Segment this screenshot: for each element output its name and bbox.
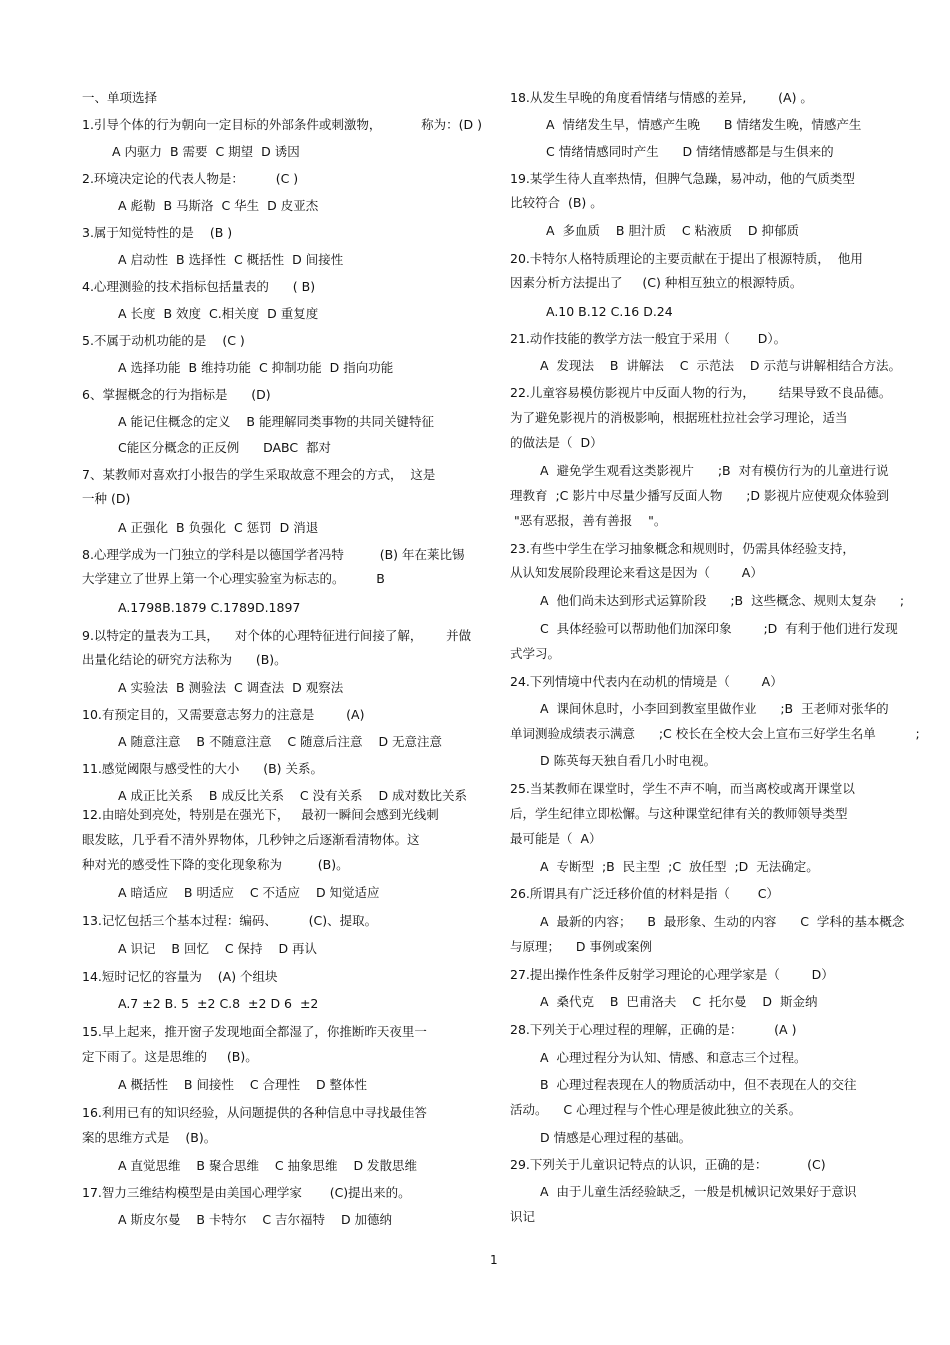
right-column-line: D 陈英每天独自看几小时电视。: [540, 753, 717, 768]
left-column-line: A 实验法 B 测验法 C 调查法 D 观察法: [118, 680, 344, 695]
left-column-line: A 能记住概念的定义 B 能理解同类事物的共同关键特征: [118, 414, 434, 429]
left-column-line: 3.属于知觉特性的是 (B ): [82, 225, 233, 240]
left-column-line: A 直觉思维 B 聚合思维 C 抽象思维 D 发散思维: [118, 1158, 418, 1173]
left-column-line: A 内驱力 B 需要 C 期望 D 诱因: [112, 144, 300, 159]
left-column-line: 案的思维方式是 (B)。: [82, 1130, 217, 1145]
left-column-line: 13.记忆包括三个基本过程：编码、 (C)、提取。: [82, 913, 378, 928]
left-column-line: 7、某教师对喜欢打小报告的学生采取故意不理会的方式， 这是: [82, 467, 436, 482]
right-column-line: C 情绪情感同时产生 D 情绪情感都是与生俱来的: [546, 144, 834, 159]
right-column-line: A 专断型 ;B 民主型 ;C 放任型 ;D 无法确定。: [540, 859, 819, 874]
left-column-line: 一种 (D): [82, 491, 131, 506]
right-column-line: 比较符合 (B) 。: [510, 195, 603, 210]
left-column-line: 种对光的感受性下降的变化现象称为 (B)。: [82, 857, 349, 872]
left-column-line: 大学建立了世界上第一个心理实验室为标志的。 B: [82, 571, 385, 586]
left-column-line: 14.短时记忆的容量为 (A) 个组块: [82, 969, 278, 984]
right-column-line: D 情感是心理过程的基础。: [540, 1130, 692, 1145]
right-column-line: A 多血质 B 胆汁质 C 粘液质 D 抑郁质: [546, 223, 800, 238]
right-column-line: 式学习。: [510, 646, 561, 661]
left-column-line: A 启动性 B 选择性 C 概括性 D 间接性: [118, 252, 344, 267]
left-column-line: 一、单项选择: [82, 90, 158, 105]
right-column-line: A 课间休息时，小李回到教室里做作业 ;B 王老师对张华的: [540, 701, 889, 716]
left-column-line: A.7 ±2 B. 5 ±2 C.8 ±2 D 6 ±2: [118, 996, 319, 1011]
right-column-line: A 他们尚未达到形式运算阶段 ;B 这些概念、规则太复杂 ;: [540, 593, 905, 608]
left-column: [82, 90, 492, 1227]
right-column-line: 28.下列关于心理过程的理解，正确的是： (A ): [510, 1022, 797, 1037]
right-column-line: 单词测验成绩表示满意 ;C 校长在全校大会上宣布三好学生名单 ;: [510, 726, 920, 741]
left-column-line: A.1798B.1879 C.1789D.1897: [118, 600, 301, 615]
right-column-line: 的做法是（ D）: [510, 435, 603, 450]
right-column-line: A 情绪发生早，情感产生晚 B 情绪发生晚，情感产生: [546, 117, 862, 132]
right-column-line: 后，学生纪律立即松懈。与这种课堂纪律有关的教师领导类型: [510, 806, 848, 821]
left-column-line: 15.早上起来，推开窗子发现地面全都湿了，你推断昨天夜里一: [82, 1024, 427, 1039]
right-column-line: 从认知发展阶段理论来看这是因为（ A）: [510, 565, 763, 580]
right-column-line: 因素分析方法提出了 (C) 种相互独立的根源特质。: [510, 275, 803, 290]
right-column-line: 19.某学生待人直率热情，但脾气急躁，易冲动，他的气质类型: [510, 171, 855, 186]
left-column-line: C能区分概念的正反例 DABC 都对: [118, 440, 332, 455]
left-column-line: 16.利用已有的知识经验，从问题提供的各种信息中寻找最佳答: [82, 1105, 427, 1120]
right-column-line: A 避免学生观看这类影视片 ;B 对有模仿行为的儿童进行说: [540, 463, 889, 478]
right-column-line: 26.所谓具有广泛迁移价值的材料是指（ C）: [510, 886, 779, 901]
right-column-line: 23.有些中学生在学习抽象概念和规则时，仍需具体经验支持，: [510, 541, 855, 556]
right-column-line: 为了避免影视片的消极影响，根据班杜拉社会学习理论，适当: [510, 410, 848, 425]
right-column-line: 21.动作技能的教学方法一般宜于采用（ D）。: [510, 331, 787, 346]
left-column-line: 1.引导个体的行为朝向一定目标的外部条件或刺激物， 称为：(D ): [82, 117, 483, 132]
left-column-line: A 彪勒 B 马斯洛 C 华生 D 皮亚杰: [118, 198, 319, 213]
left-column-line: 10.有预定目的，又需要意志努力的注意是 (A): [82, 707, 365, 722]
left-column-line: A 斯皮尔曼 B 卡特尔 C 吉尔福特 D 加德纳: [118, 1212, 393, 1227]
left-column-line: 2.环境决定论的代表人物是： (C ): [82, 171, 299, 186]
page-number: 1: [490, 1253, 498, 1267]
right-column-line: 25.当某教师在课堂时，学生不声不响，而当离校或离开课堂以: [510, 781, 855, 796]
right-column-line: A 发现法 B 讲解法 C 示范法 D 示范与讲解相结合方法。: [540, 358, 901, 373]
right-column-line: 活动。 C 心理过程与个性心理是彼此独立的关系。: [510, 1102, 802, 1117]
left-column-line: A 选择功能 B 维持功能 C 抑制功能 D 指向功能: [118, 360, 394, 375]
left-column-line: 17.智力三维结构模型是由美国心理学家 (C)提出来的。: [82, 1185, 411, 1200]
right-column-line: A 由于儿童生活经验缺乏，一般是机械识记效果好于意识: [540, 1184, 857, 1199]
left-column-line: 5.不属于动机功能的是 (C ): [82, 333, 245, 348]
right-column-line: 与原理； D 事例或案例: [510, 939, 652, 954]
left-column-line: 8.心理学成为一门独立的学科是以德国学者冯特 (B) 年在莱比锡: [82, 547, 465, 562]
left-column-line: A 概括性 B 间接性 C 合理性 D 整体性: [118, 1077, 368, 1092]
right-column-line: A.10 B.12 C.16 D.24: [546, 304, 673, 319]
right-column-line: A 心理过程分为认知、情感、和意志三个过程。: [540, 1050, 807, 1065]
left-column-line: A 随意注意 B 不随意注意 C 随意后注意 D 无意注意: [118, 734, 443, 749]
right-column-line: B 心理过程表现在人的物质活动中，但不表现在人的交往: [540, 1077, 857, 1092]
right-column-line: A 桑代克 B 巴甫洛夫 C 托尔曼 D 斯金纳: [540, 994, 818, 1009]
left-column-line: 定下雨了。这是思维的 (B)。: [82, 1049, 258, 1064]
right-column-line: A 最新的内容； B 最形象、生动的内容 C 学科的基本概念: [540, 914, 905, 929]
right-column-line: 20.卡特尔人格特质理论的主要贡献在于提出了根源特质， 他用: [510, 251, 863, 266]
right-column-line: 理教育 ;C 影片中尽量少播写反面人物 ;D 影视片应使观众体验到: [510, 488, 890, 503]
left-column-line: 4.心理测验的技术指标包括量表的 ( B): [82, 279, 316, 294]
right-column-line: 24.下列情境中代表内在动机的情境是（ A）: [510, 674, 783, 689]
right-column-line: 29.下列关于儿童识记特点的认识，正确的是： (C): [510, 1157, 826, 1172]
left-column-line: A 暗适应 B 明适应 C 不适应 D 知觉适应: [118, 885, 380, 900]
right-column-line: 18.从发生早晚的角度看情绪与情感的差异, (A) 。: [510, 90, 813, 105]
left-column-line: 9.以特定的量表为工具， 对个体的心理特征进行间接了解， 并做: [82, 628, 472, 643]
left-column-line: 出量化结论的研究方法称为 (B)。: [82, 652, 287, 667]
right-column-line: "恶有恶报，善有善报 "。: [510, 513, 667, 528]
left-column-line: A 识记 B 回忆 C 保持 D 再认: [118, 941, 318, 956]
right-column-line: C 具体经验可以帮助他们加深印象 ;D 有利于他们进行发现: [540, 621, 898, 636]
right-column-line: 27.提出操作性条件反射学习理论的心理学家是（ D）: [510, 967, 834, 982]
left-column-line: 6、掌握概念的行为指标是 (D): [82, 387, 271, 402]
left-column-line: 11.感觉阈限与感受性的大小 (B) 关系。: [82, 761, 324, 776]
left-column-line: A 正强化 B 负强化 C 惩罚 D 消退: [118, 520, 319, 535]
right-column-line: 识记: [510, 1209, 536, 1224]
left-column-line: 12.由暗处到亮处，特别是在强光下， 最初一瞬间会感到光线刺: [82, 807, 439, 822]
right-column-line: 最可能是（ A）: [510, 831, 602, 846]
left-column-line: 眼发眩，几乎看不清外界物体，几秒钟之后逐渐看清物体。这: [82, 832, 420, 847]
right-column-line: 22.儿童容易模仿影视片中反面人物的行为， 结果导致不良品德。: [510, 385, 892, 400]
left-column-line: A 成正比关系 B 成反比关系 C 没有关系 D 成对数比关系: [118, 788, 468, 803]
left-column-line: A 长度 B 效度 C.相关度 D 重复度: [118, 306, 319, 321]
right-column: [510, 90, 920, 1224]
